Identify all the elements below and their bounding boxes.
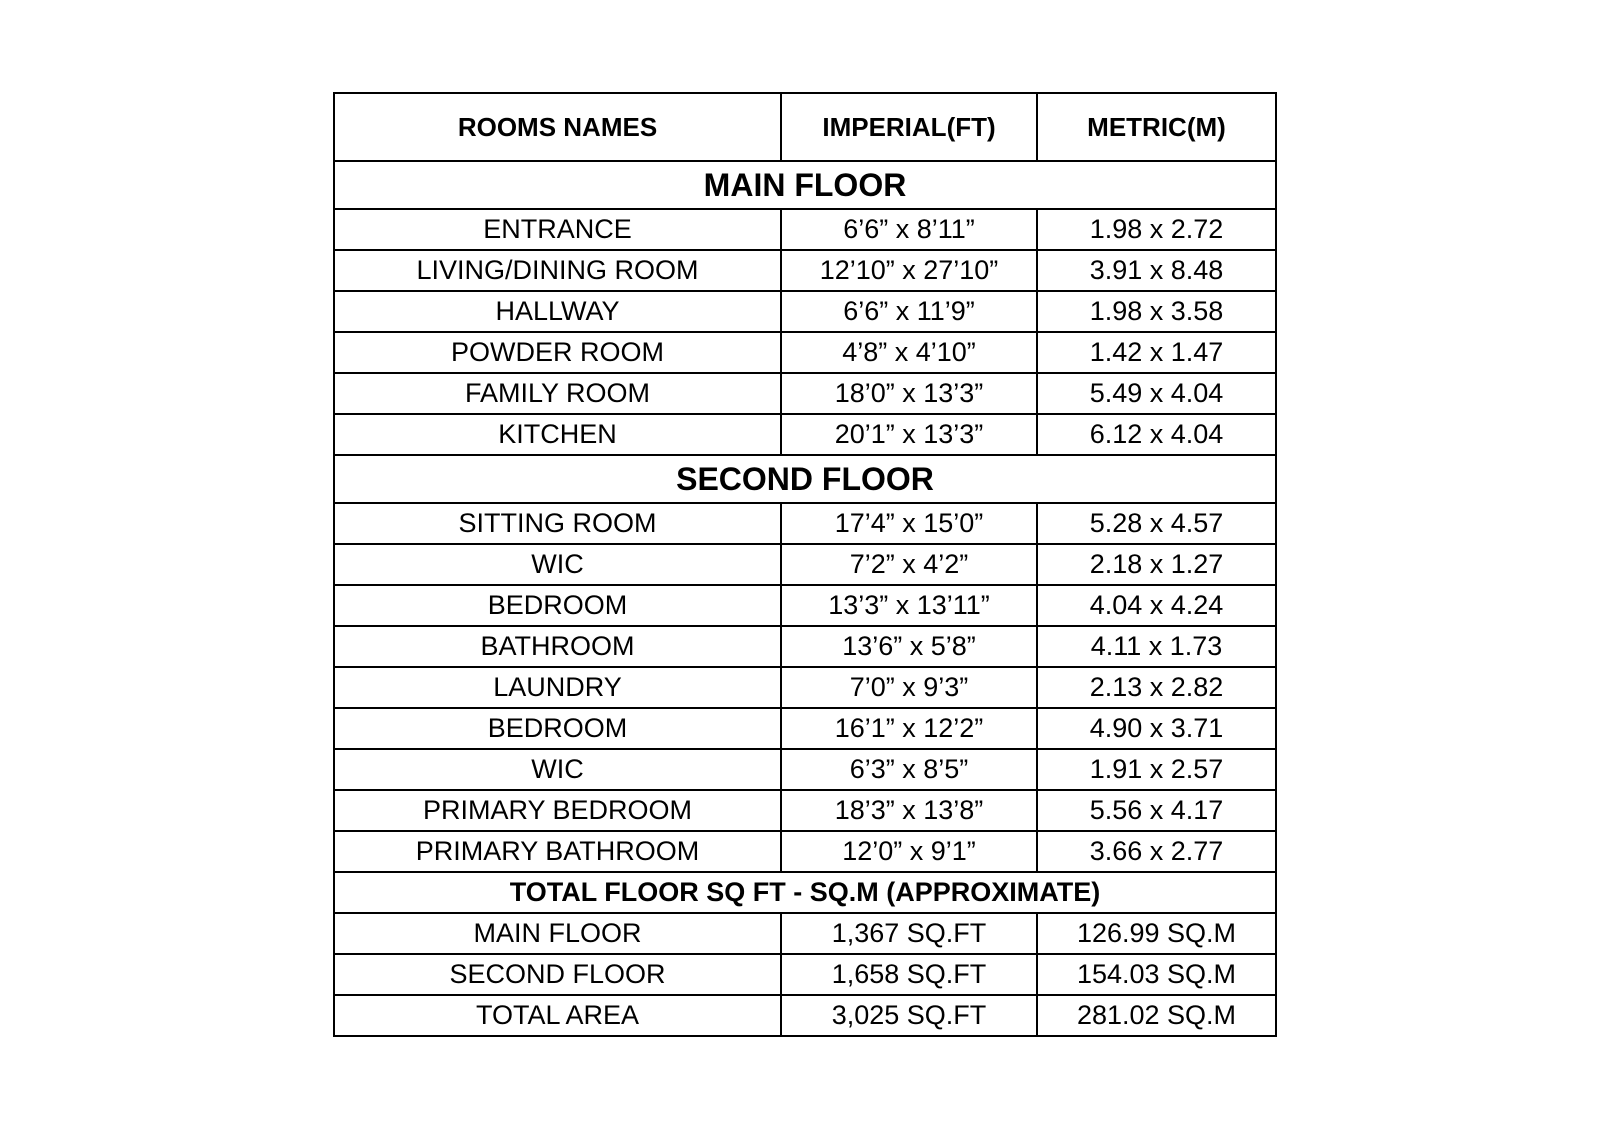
room-dimensions-table (333, 92, 1277, 1037)
room-name-cell: PRIMARY BATHROOM (334, 831, 781, 872)
room-name-cell: TOTAL AREA (334, 995, 781, 1036)
imperial-cell: 7’0” x 9’3” (781, 667, 1037, 708)
imperial-cell: 12’10” x 27’10” (781, 250, 1037, 291)
table-row (334, 954, 1276, 995)
main-floor-section-row (334, 161, 1276, 209)
main-floor-section-title: MAIN FLOOR (334, 161, 1276, 209)
metric-cell: 6.12 x 4.04 (1037, 414, 1276, 455)
imperial-cell: 13’6” x 5’8” (781, 626, 1037, 667)
table-row (334, 332, 1276, 373)
room-name-cell: BEDROOM (334, 708, 781, 749)
table-row (334, 667, 1276, 708)
table-row (334, 291, 1276, 332)
table-row (334, 544, 1276, 585)
imperial-cell: 6’6” x 8’11” (781, 209, 1037, 250)
table-row (334, 995, 1276, 1036)
imperial-cell: 16’1” x 12’2” (781, 708, 1037, 749)
metric-cell: 126.99 SQ.M (1037, 913, 1276, 954)
table-row (334, 626, 1276, 667)
total-floor-section-row (334, 872, 1276, 913)
metric-cell: 1.91 x 2.57 (1037, 749, 1276, 790)
room-name-cell: MAIN FLOOR (334, 913, 781, 954)
second-floor-section-row (334, 455, 1276, 503)
metric-cell: 3.91 x 8.48 (1037, 250, 1276, 291)
table-row (334, 373, 1276, 414)
room-name-cell: SITTING ROOM (334, 503, 781, 544)
room-name-cell: POWDER ROOM (334, 332, 781, 373)
room-name-cell: KITCHEN (334, 414, 781, 455)
imperial-cell: 3,025 SQ.FT (781, 995, 1037, 1036)
table-header-row (334, 93, 1276, 161)
metric-cell: 2.18 x 1.27 (1037, 544, 1276, 585)
total-floor-section-title: TOTAL FLOOR SQ FT - SQ.M (APPROXIMATE) (334, 872, 1276, 913)
imperial-cell: 18’3” x 13’8” (781, 790, 1037, 831)
metric-cell: 1.98 x 3.58 (1037, 291, 1276, 332)
room-name-cell: SECOND FLOOR (334, 954, 781, 995)
header-metric: METRIC(M) (1037, 93, 1276, 161)
table-row (334, 749, 1276, 790)
imperial-cell: 13’3” x 13’11” (781, 585, 1037, 626)
metric-cell: 5.56 x 4.17 (1037, 790, 1276, 831)
table-row (334, 708, 1276, 749)
metric-cell: 1.98 x 2.72 (1037, 209, 1276, 250)
room-name-cell: BATHROOM (334, 626, 781, 667)
imperial-cell: 6’3” x 8’5” (781, 749, 1037, 790)
room-name-cell: LIVING/DINING ROOM (334, 250, 781, 291)
room-name-cell: WIC (334, 544, 781, 585)
table-row (334, 503, 1276, 544)
metric-cell: 4.11 x 1.73 (1037, 626, 1276, 667)
metric-cell: 281.02 SQ.M (1037, 995, 1276, 1036)
table-row (334, 209, 1276, 250)
room-name-cell: ENTRANCE (334, 209, 781, 250)
metric-cell: 154.03 SQ.M (1037, 954, 1276, 995)
table-row (334, 790, 1276, 831)
table-row (334, 831, 1276, 872)
imperial-cell: 20’1” x 13’3” (781, 414, 1037, 455)
imperial-cell: 6’6” x 11’9” (781, 291, 1037, 332)
metric-cell: 5.49 x 4.04 (1037, 373, 1276, 414)
header-imperial: IMPERIAL(FT) (781, 93, 1037, 161)
table-row (334, 585, 1276, 626)
metric-cell: 4.04 x 4.24 (1037, 585, 1276, 626)
imperial-cell: 12’0” x 9’1” (781, 831, 1037, 872)
table-row (334, 250, 1276, 291)
table-row (334, 414, 1276, 455)
metric-cell: 1.42 x 1.47 (1037, 332, 1276, 373)
room-name-cell: BEDROOM (334, 585, 781, 626)
header-room-names: ROOMS NAMES (334, 93, 781, 161)
room-name-cell: WIC (334, 749, 781, 790)
imperial-cell: 1,658 SQ.FT (781, 954, 1037, 995)
table-row (334, 913, 1276, 954)
metric-cell: 4.90 x 3.71 (1037, 708, 1276, 749)
metric-cell: 3.66 x 2.77 (1037, 831, 1276, 872)
room-name-cell: PRIMARY BEDROOM (334, 790, 781, 831)
room-name-cell: HALLWAY (334, 291, 781, 332)
room-name-cell: LAUNDRY (334, 667, 781, 708)
imperial-cell: 4’8” x 4’10” (781, 332, 1037, 373)
imperial-cell: 1,367 SQ.FT (781, 913, 1037, 954)
imperial-cell: 18’0” x 13’3” (781, 373, 1037, 414)
metric-cell: 2.13 x 2.82 (1037, 667, 1276, 708)
room-name-cell: FAMILY ROOM (334, 373, 781, 414)
second-floor-section-title: SECOND FLOOR (334, 455, 1276, 503)
imperial-cell: 7’2” x 4’2” (781, 544, 1037, 585)
metric-cell: 5.28 x 4.57 (1037, 503, 1276, 544)
imperial-cell: 17’4” x 15’0” (781, 503, 1037, 544)
